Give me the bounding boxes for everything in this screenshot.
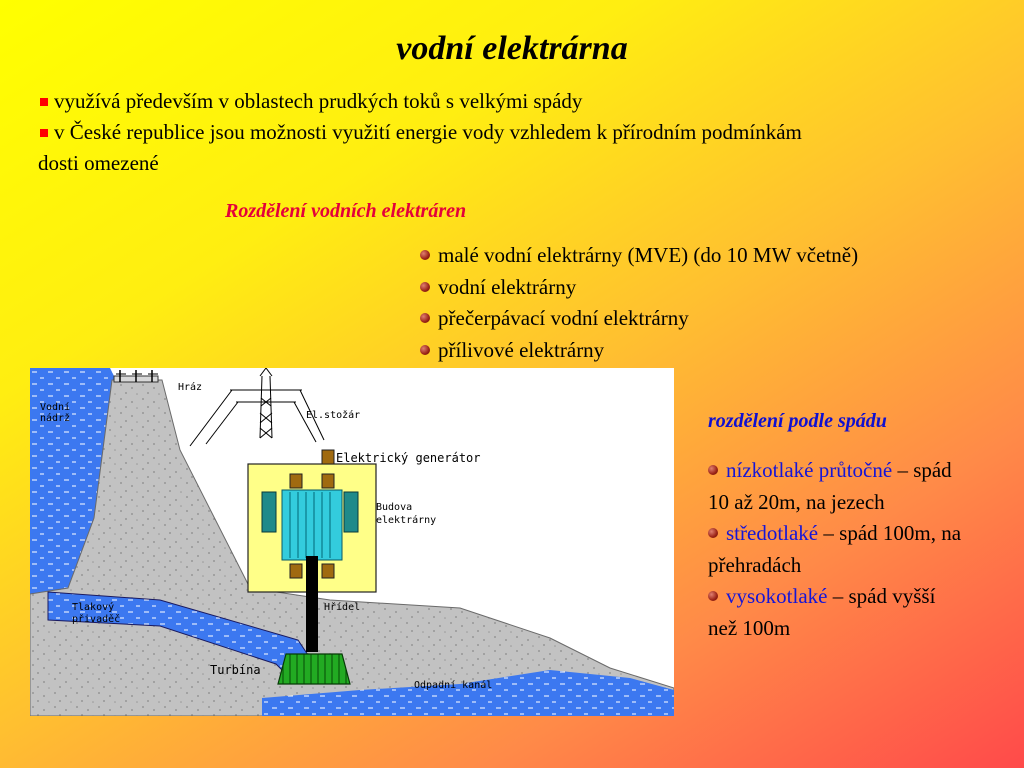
generator [282,490,342,560]
bullet-item [38,117,998,148]
term-name: středotlaké [726,521,819,545]
bearing [290,474,302,488]
bullet-text: v České republice jsou možnosti využití energie vody vzhledem k přírodním podmínkám [54,120,802,144]
label-turbine: Turbína [210,663,261,677]
list-item [708,518,966,581]
bullet-continuation: dosti omezené [38,151,159,175]
label-shaft: Hřídel [324,602,361,613]
cable-block [322,450,334,464]
slide-title: vodní elektrárna [396,30,628,67]
hydro-plant-diagram [30,368,674,716]
term-name: vysokotlaké [726,584,828,608]
bullet-dot-icon [420,282,430,292]
list-item [708,581,966,644]
list-item [420,335,858,367]
label-penstock: Tlakový [72,602,115,613]
stator-right [344,492,358,532]
bearing [322,564,334,578]
bullet-dot-icon [708,465,718,475]
term-description: – spád 100m, na přehradách [708,521,962,577]
label-penstock: přivaděč [72,614,121,625]
list-item [420,240,858,272]
list-item-text: přečerpávací vodní elektrárny [438,306,689,330]
stator-left [262,492,276,532]
hydro-plant-svg [30,368,674,716]
label-building: Budova [376,502,413,513]
label-reservoir: Vodní [40,402,71,413]
intro-bullets [38,86,998,179]
label-reservoir: nádrž [40,413,71,424]
bullet-square-icon [40,98,48,106]
bullet-dot-icon [708,591,718,601]
section-heading-plant-types: Rozdělení vodních elektráren [225,200,467,222]
shaft [306,556,318,652]
bullet-dot-icon [420,345,430,355]
list-item-text: malé vodní elektrárny (MVE) (do 10 MW včetně) [438,243,859,267]
pylon-icon [190,368,324,446]
list-item [420,272,858,304]
bullet-dot-icon [420,313,430,323]
bullet-item [38,86,998,117]
bearing [290,564,302,578]
label-pylon: El.stožár [306,410,361,421]
head-types-list [708,455,966,644]
turbine [278,654,350,684]
section-heading-head-types: rozdělení podle spádu [708,410,887,432]
bullet-dot-icon [420,250,430,260]
label-dam: Hráz [178,382,203,393]
label-generator: Elektrický generátor [336,451,481,465]
bullet-text: využívá především v oblastech prudkých toků s velkými spády [54,89,583,113]
term-description: – spád 10 až 20m, na jezech [708,458,952,514]
bullet-square-icon [40,129,48,137]
list-item-text: vodní elektrárny [438,274,577,299]
list-item-text: přílivové elektrárny [438,337,605,362]
term-name: nízkotlaké průtočné [726,458,893,482]
plant-types-list [420,240,858,366]
bullet-dot-icon [708,528,718,538]
list-item [420,303,858,335]
term-description: – spád vyšší než 100m [708,584,936,640]
label-building: elektrárny [376,515,437,526]
label-tailrace: Odpadní kanál [414,680,493,691]
bearing [322,474,334,488]
list-item [708,455,966,518]
